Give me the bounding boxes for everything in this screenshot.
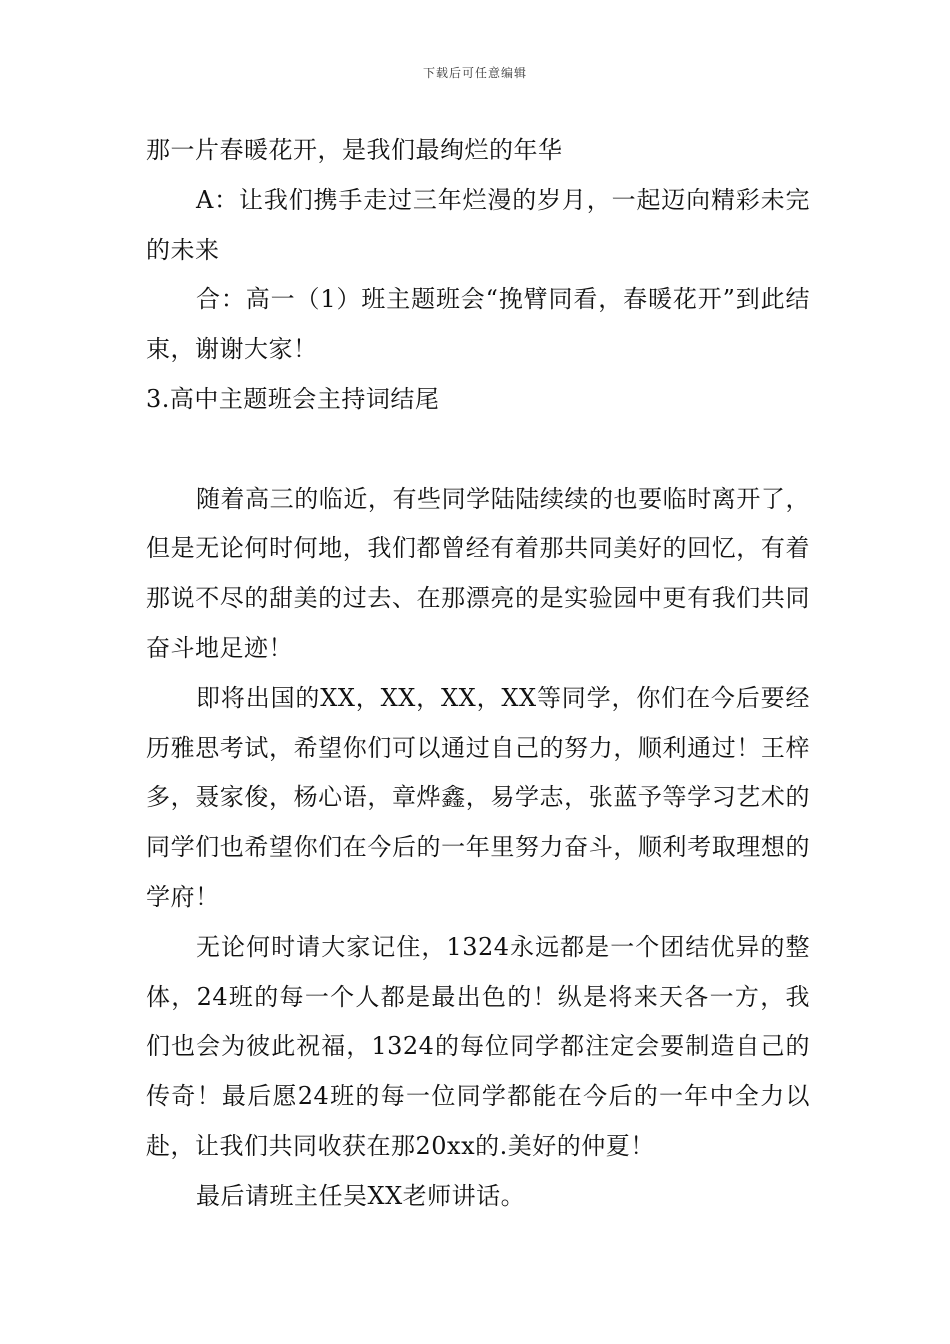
blank-line [146,425,810,475]
page-header: 下载后可任意编辑 [422,66,527,80]
paragraph-farewell: 随着高三的临近，有些同学陆陆续续的也要临时离开了，但是无论何时何地，我们都曾经有着那共同美好的回忆，有着那说不尽的甜美的过去、在那漂亮的是实验园中更有我们共同奋斗地足迹！ [146,484,810,662]
paragraph-teacher-speech: 最后请班主任吴XX老师讲话。 [196,1181,526,1210]
paragraph-wishes: 即将出国的XX，XX，XX，XX等同学，你们在今后要经历雅思考试，希望你们可以通过自己的努力，顺利通过！王梓多，聂家俊，杨心语，章烨鑫，易学志，张蓝予等学习艺术的同学们也希望你们在今后的一年里努力奋斗，顺利考取理想的学府！ [146,683,810,911]
paragraph-together-closing: 合：高一（1）班主题班会“挽臂同看，春暖花开”到此结束，谢谢大家！ [146,285,810,364]
section-heading: 3.高中主题班会主持词结尾 [146,384,440,413]
paragraph-class-unity: 无论何时请大家记住，1324永远都是一个团结优异的整体，24班的每一个人都是最出色的！纵是将来天各一方，我们也会为彼此祝福，1324的每位同学都注定会要制造自己的传奇！最后愿24班的每一位同学都能在今后的一年中全力以赴，让我们共同收获在那20xx的.美好的仲夏！ [146,932,810,1160]
paragraph-opening-line: 那一片春暖花开，是我们最绚烂的年华 [146,136,563,164]
document-body [146,126,810,1222]
paragraph-host-a: A：让我们携手走过三年烂漫的岁月，一起迈向精彩未完的未来 [146,185,810,264]
